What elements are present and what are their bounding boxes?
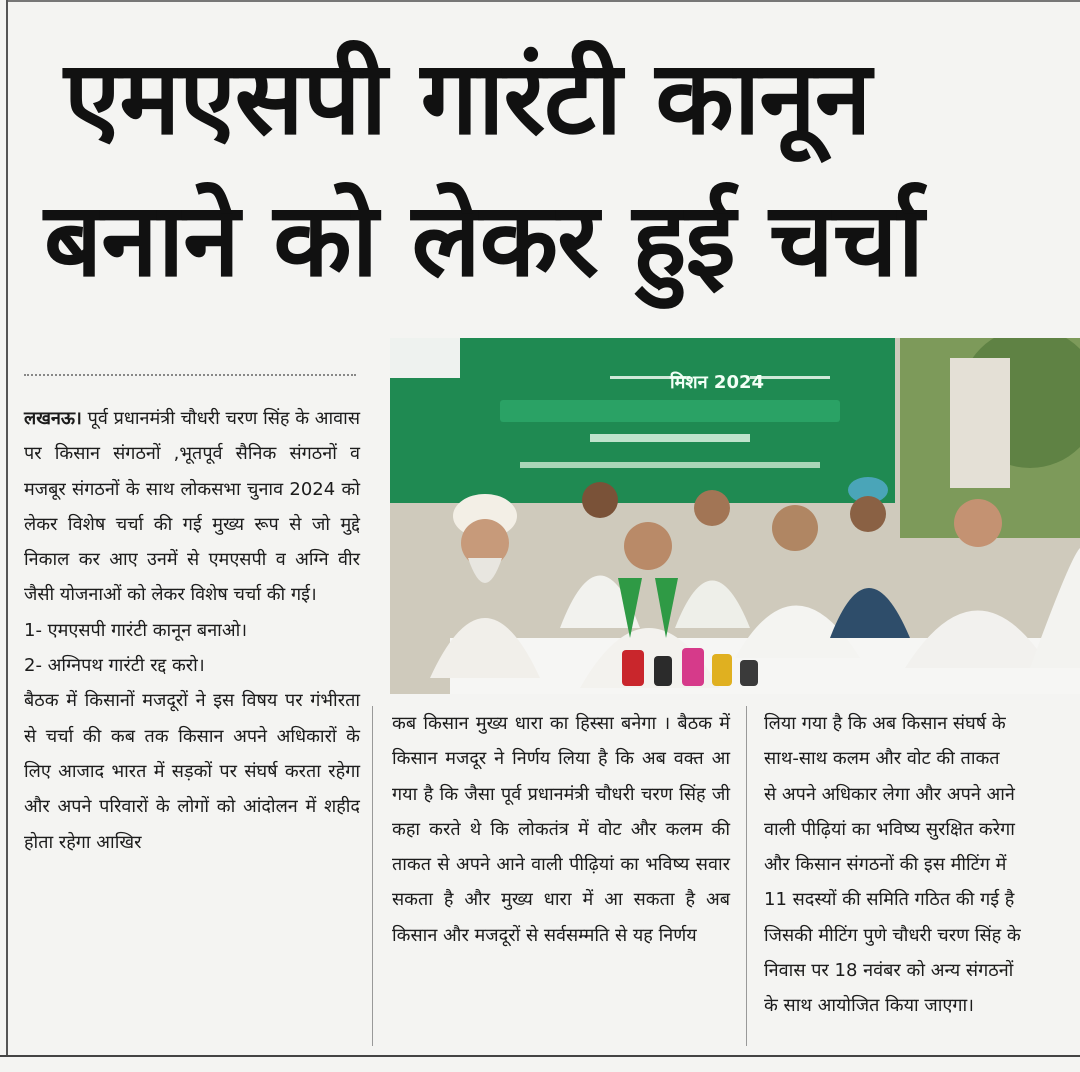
page-left-rule [6, 0, 8, 1055]
meeting-photo-illustration [390, 338, 1080, 694]
dotted-separator [24, 374, 356, 376]
demand-point-1: 1- एमएसपी गारंटी कानून बनाओ। [24, 619, 248, 641]
text-line: वाली पीढ़ियां का भविष्य सुरक्षित करेगा [764, 818, 1015, 840]
meeting-photo [390, 338, 1080, 694]
text-line: के साथ आयोजित किया जाएगा। [764, 995, 974, 1017]
article-body-2: कब किसान मुख्य धारा का हिस्सा बनेगा । बैठक में किसान मजदूर ने निर्णय लिया है कि अब वक्त आ गया है कि जैसा पूर्व प्रधानमंत्री चौधरी चरण सिंह जी कहा करते थे कि लोकतंत्र में वोट और कलम की ताकत से अपने आने वाली पीढ़ियां का भविष्य सवार सकता है और मुख्य धारा में आ सकता है अब किसान और मजदूरों से सर्वसम्मति से यह निर्णय [392, 713, 730, 946]
text-line: जिसकी मीटिंग पुणे चौधरी चरण सिंह के [764, 924, 1021, 946]
page-bottom-rule [0, 1055, 1080, 1057]
article-column-3 [764, 706, 1080, 1024]
headline-line-1: एमएसपी गारंटी कानून [64, 39, 871, 158]
banner-text: मिशन 2024 [670, 372, 765, 393]
headline-line-2: बनाने को लेकर हुई चर्चा [44, 181, 924, 300]
text-line: 11 सदस्यों की समिति गठित की गई है [764, 889, 1015, 911]
dateline: लखनऊ। [24, 408, 82, 429]
text-line: लिया गया है कि अब किसान संघर्ष के [764, 713, 1006, 734]
article-column-2 [392, 706, 730, 953]
demand-point-2: 2- अग्निपथ गारंटी रद्द करो। [24, 655, 205, 677]
intro-text: पूर्व प्रधानमंत्री चौधरी चरण सिंह के आवास पर किसान संगठनों ,भूतपूर्व सैनिक संगठनों व मजबूर संगठनों के साथ लोकसभा चुनाव 2024 को लेकर विशेष चर्चा की गई मुख्य रूप से जो मुद्दे निकाल कर आए उनमें से एमएसपी व अग्नि वीर जैसी योजनाओं को लेकर विशेष चर्चा की गई। [24, 408, 360, 606]
text-line: निवास पर 18 नवंबर को अन्य संगठनों [764, 960, 1014, 982]
text-line: से अपने अधिकार लेगा और अपने आने [764, 783, 1015, 805]
text-line: साथ-साथ कलम और वोट की ताकत [764, 748, 1000, 770]
text-line: और किसान संगठनों की इस मीटिंग में [764, 854, 1007, 876]
article-body-1: बैठक में किसानों मजदूरों ने इस विषय पर गंभीरता से चर्चा की कब तक किसान अपने अधिकारों के लिए आजाद भारत में सड़कों पर संघर्ष करता रहेगा और अपने परिवारों के लोगों को आंदोलन में शहीद होता रहेगा आखिर [24, 690, 360, 853]
column-rule [372, 706, 373, 1046]
article-intro [24, 401, 360, 613]
page-top-rule [6, 0, 1080, 2]
article-column-1 [24, 401, 360, 860]
column-rule [746, 706, 747, 1046]
